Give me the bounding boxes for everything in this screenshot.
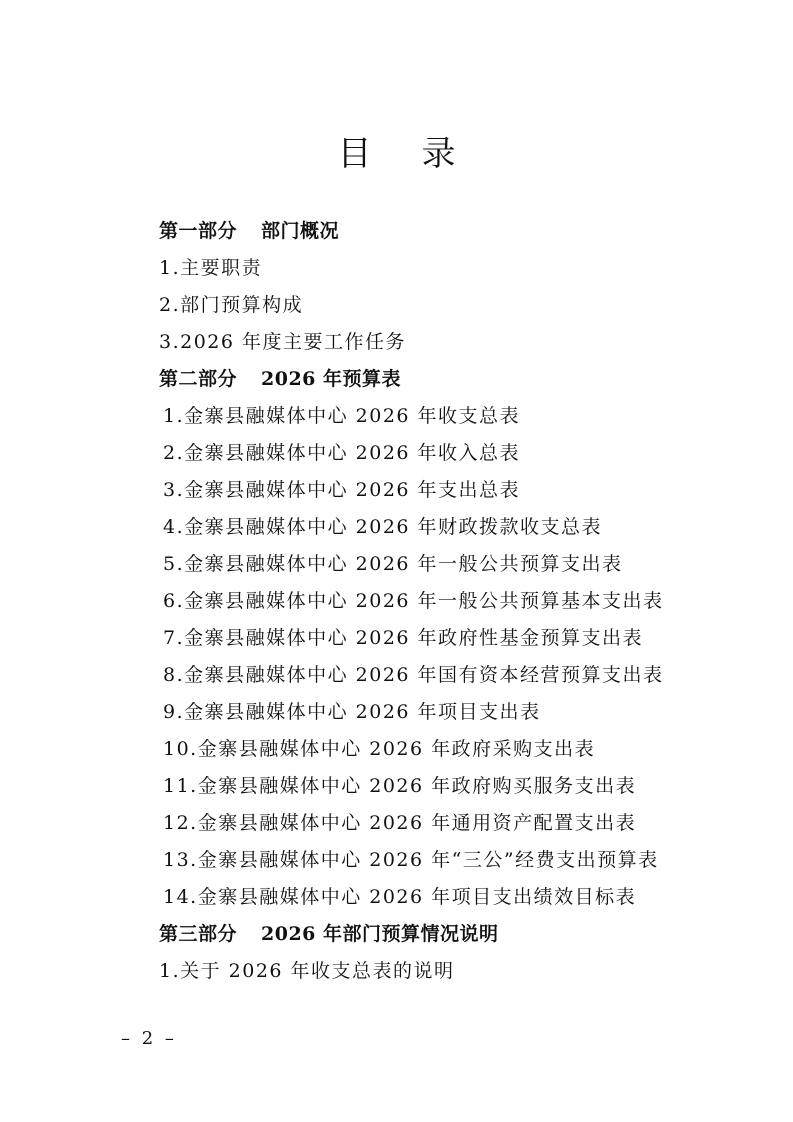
toc-item: 2.金寨县融媒体中心 2026 年收入总表 (163, 442, 521, 464)
part-3-label: 第三部分 (159, 923, 238, 945)
part-2-label: 第二部分 (159, 368, 238, 390)
part-2-name: 2026 年预算表 (261, 368, 402, 390)
toc-item: 1.主要职责 (159, 257, 263, 279)
toc-item: 5.金寨县融媒体中心 2026 年一般公共预算支出表 (163, 553, 623, 575)
toc-item: 1.关于 2026 年收支总表的说明 (159, 960, 455, 982)
toc-item: 3.金寨县融媒体中心 2026 年支出总表 (163, 479, 521, 501)
part-1-label: 第一部分 (159, 220, 238, 242)
page-title (0, 134, 793, 174)
toc-item: 11.金寨县融媒体中心 2026 年政府购买服务支出表 (163, 775, 637, 797)
title-char-2: 录 (421, 134, 456, 174)
part-2-heading (159, 366, 401, 392)
page-number: – 2 – (121, 1028, 177, 1049)
toc-item: 4.金寨县融媒体中心 2026 年财政拨款收支总表 (163, 516, 603, 538)
part-3-name: 2026 年部门预算情况说明 (261, 923, 499, 945)
toc-item: 2.部门预算构成 (159, 294, 304, 316)
toc-item: 14.金寨县融媒体中心 2026 年项目支出绩效目标表 (163, 886, 637, 908)
toc-item: 10.金寨县融媒体中心 2026 年政府采购支出表 (163, 738, 596, 760)
toc-item: 13.金寨县融媒体中心 2026 年“三公”经费支出预算表 (163, 849, 659, 871)
toc-item: 9.金寨县融媒体中心 2026 年项目支出表 (163, 701, 541, 723)
part-1-name: 部门概况 (261, 220, 340, 242)
part-1-heading (159, 218, 339, 244)
toc-item: 1.金寨县融媒体中心 2026 年收支总表 (163, 405, 521, 427)
toc-item: 6.金寨县融媒体中心 2026 年一般公共预算基本支出表 (163, 590, 664, 612)
toc-item: 7.金寨县融媒体中心 2026 年政府性基金预算支出表 (163, 627, 644, 649)
title-char-1: 目 (337, 134, 372, 174)
toc-item: 3.2026 年度主要工作任务 (159, 331, 407, 353)
toc-item: 8.金寨县融媒体中心 2026 年国有资本经营预算支出表 (163, 664, 664, 686)
toc-item: 12.金寨县融媒体中心 2026 年通用资产配置支出表 (163, 812, 637, 834)
part-3-heading (159, 921, 499, 947)
